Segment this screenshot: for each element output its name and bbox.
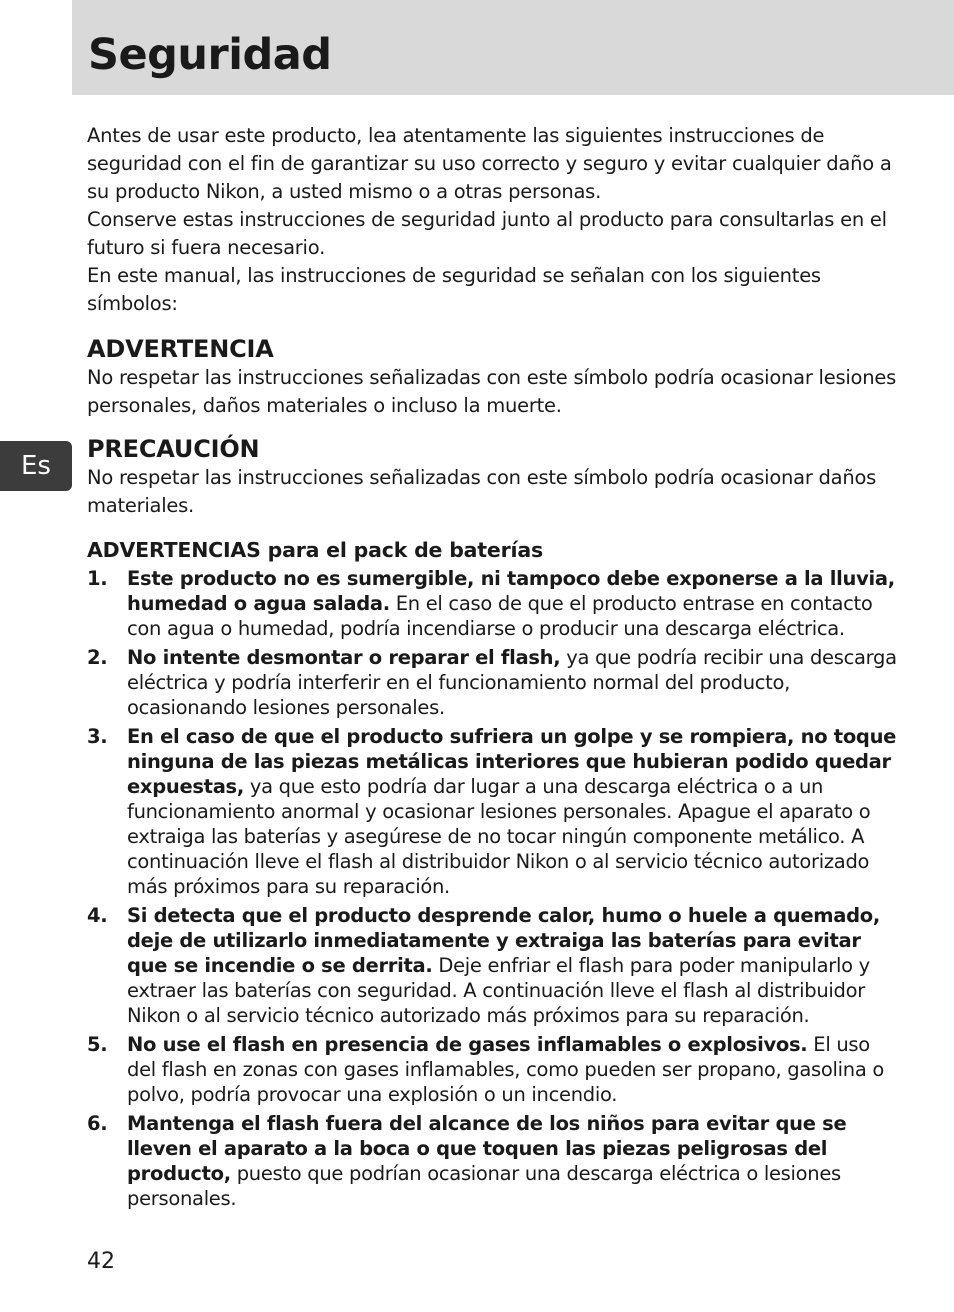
list-item (87, 903, 899, 1028)
item-bold-text: Mantenga el flash fuera del alcance de los niños para evitar que se lleven el aparato a la boca o que toquen las piezas peligrosas del producto, (127, 1112, 847, 1185)
intro-paragraph: En este manual, las instrucciones de seguridad se señalan con los siguientes símbolos: (87, 264, 821, 315)
battery-warnings (87, 536, 899, 1211)
list-item (87, 645, 899, 720)
item-number: 2. (87, 646, 108, 669)
list-item (87, 1111, 899, 1211)
precaucion-text: No respetar las instrucciones señalizadas con este símbolo podría ocasionar daños materiales. (87, 466, 877, 517)
item-text: En el caso de que el producto entrase en contacto con agua o humedad, podría incendiarse o producir una descarga eléctrica. (127, 592, 873, 640)
intro-paragraph: Conserve estas instrucciones de seguridad junto al producto para consultarlas en el futuro si fuera necesario. (87, 208, 887, 259)
language-tab (0, 441, 72, 491)
battery-warnings-heading: ADVERTENCIAS para el pack de baterías (87, 538, 543, 562)
item-bold-text: No intente desmontar o reparar el flash, (127, 646, 561, 669)
precaucion-section (87, 434, 899, 520)
advertencia-section (87, 334, 899, 420)
item-text: puesto que podrían ocasionar una descarga eléctrica o lesiones personales. (127, 1162, 841, 1210)
item-number: 3. (87, 725, 108, 748)
item-text: ya que podría recibir una descarga eléctrica y podría interferir en el funcionamiento normal del producto, ocasionando lesiones personales. (127, 646, 897, 719)
intro-paragraph: Antes de usar este producto, lea atentamente las siguientes instrucciones de seguridad con el fin de garantizar su uso correcto y seguro y evitar cualquier daño a su producto Nikon, a usted mismo o a otras personas. (87, 124, 892, 203)
item-text: Deje enfriar el flash para poder manipularlo y extraer las baterías con seguridad. A continuación lleve el flash al distribuidor Nikon o al servicio técnico autorizado más próximos para su reparación. (127, 954, 870, 1027)
title-bar (72, 0, 954, 95)
list-item (87, 566, 899, 641)
item-text: ya que esto podría dar lugar a una descarga eléctrica o a un funcionamiento anormal y ocasionar lesiones personales. Apague el aparato o extraiga las baterías y asegúrese de no tocar ningún componente metálico. A continuación lleve el flash al distribuidor Nikon o al servicio técnico autorizado más próximos para su reparación. (127, 775, 871, 898)
content (87, 122, 899, 1215)
precaucion-heading: PRECAUCIÓN (87, 435, 260, 463)
item-number: 1. (87, 567, 108, 590)
item-number: 6. (87, 1112, 108, 1135)
item-text: El uso del flash en zonas con gases inflamables, como pueden ser propano, gasolina o polvo, podría provocar una explosión o un incendio. (127, 1033, 884, 1106)
item-number: 4. (87, 904, 108, 927)
battery-warnings-list (87, 566, 899, 1211)
advertencia-text: No respetar las instrucciones señalizadas con este símbolo podría ocasionar lesiones personales, daños materiales o incluso la muerte. (87, 366, 896, 417)
page-title: Seguridad (88, 30, 332, 80)
advertencia-heading: ADVERTENCIA (87, 335, 274, 363)
item-bold-text: Este producto no es sumergible, ni tampoco debe exponerse a la lluvia, humedad o agua salada. (127, 567, 895, 615)
intro (87, 122, 899, 318)
page-number: 42 (87, 1249, 115, 1274)
item-number: 5. (87, 1033, 108, 1056)
language-tab-label: Es (21, 451, 51, 481)
item-bold-text: En el caso de que el producto sufriera un golpe y se rompiera, no toque ninguna de las piezas metálicas interiores que hubieran podido quedar expuestas, (127, 725, 897, 798)
item-bold-text: Si detecta que el producto desprende calor, humo o huele a quemado, deje de utilizarlo inmediatamente y extraiga las baterías para evitar que se incendie o se derrita. (127, 904, 880, 977)
item-bold-text: No use el flash en presencia de gases inflamables o explosivos. (127, 1033, 808, 1056)
list-item (87, 724, 899, 899)
list-item (87, 1032, 899, 1107)
